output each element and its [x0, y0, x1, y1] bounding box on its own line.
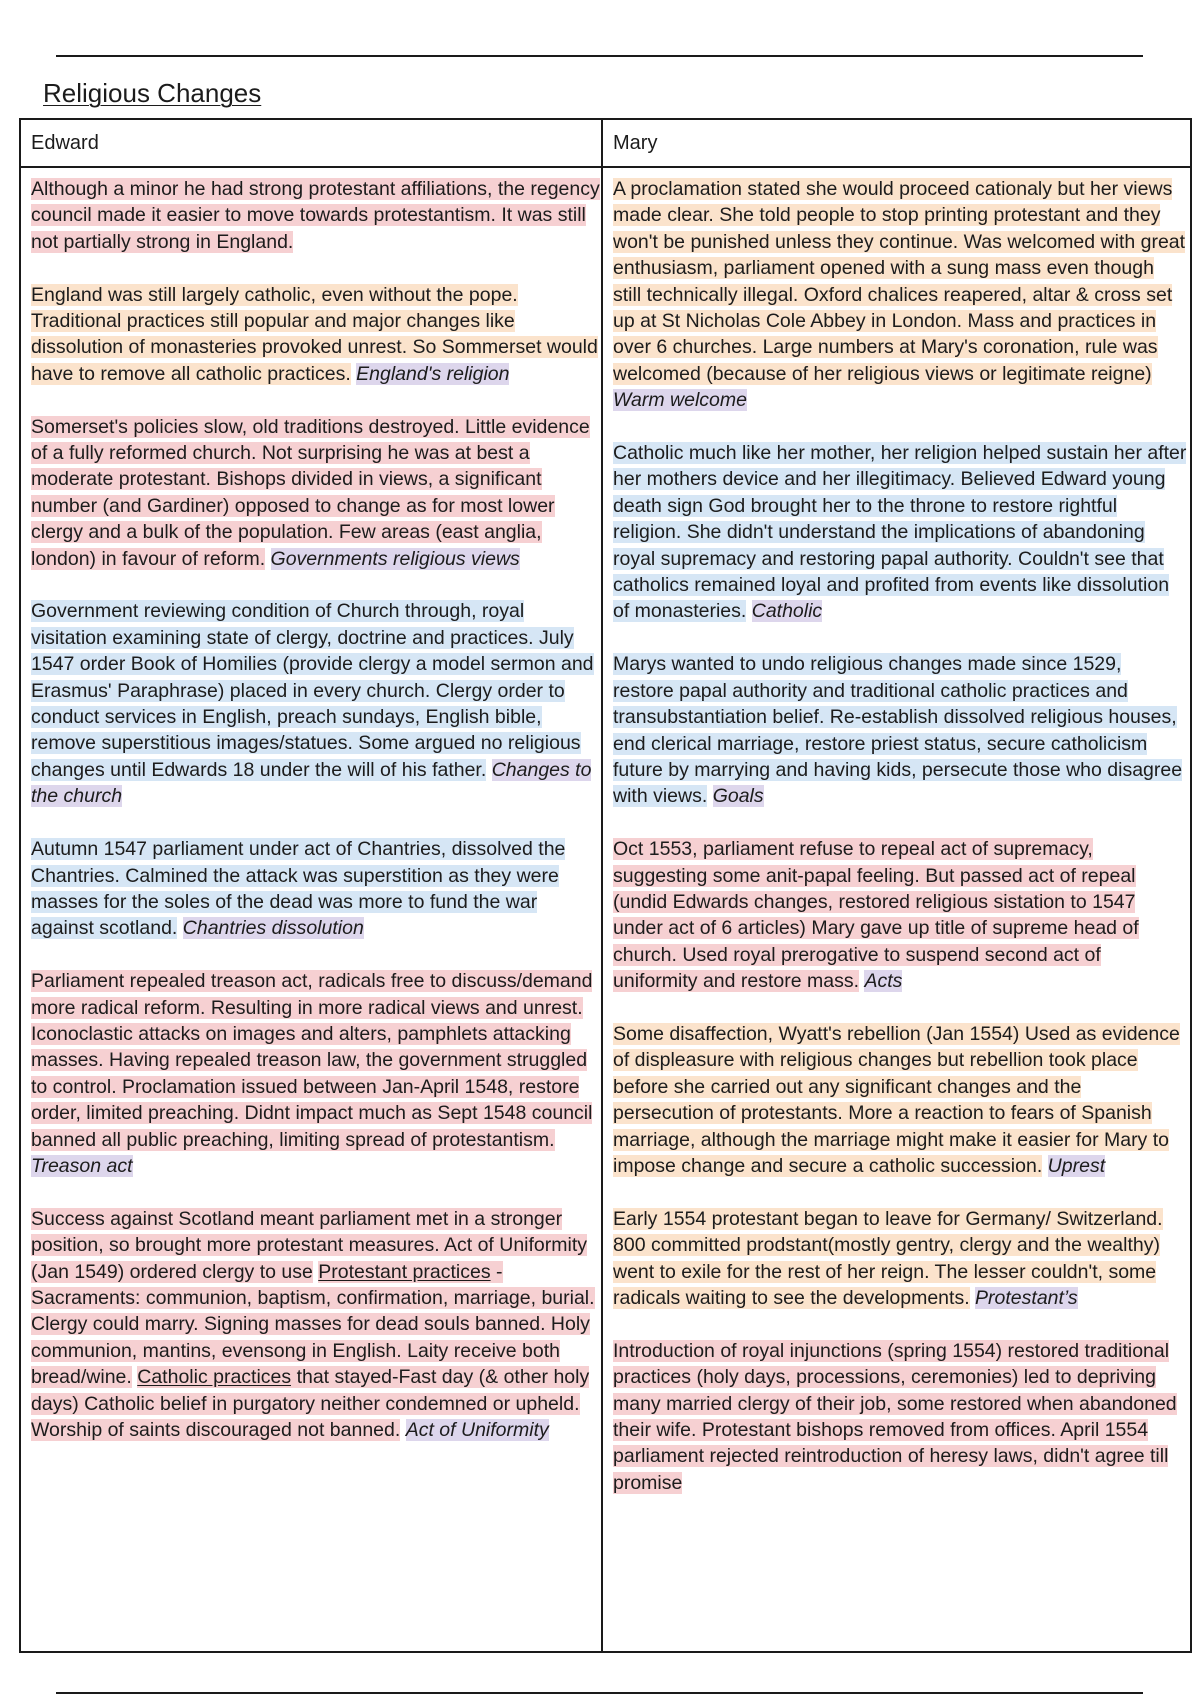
note-text: A proclamation stated she would proceed cationaly but her views made clear. She told people to stop printing protestant and they won't be punished unless they continue. Was welcomed with great enthusiasm, parliament opened with a sung mass even though still technically illegal. Oxford chalices reapered, altar & cross set up at St Nicholas Cole Abbey in London. Mass and practices in over 6 churches. Large numbers at Mary's coronation, rule was welcomed (because of her religious views or legitimate reigne) — [613, 178, 1186, 385]
note-text: - Sacraments: communion, baptism, confirmation, marriage, burial. Clergy could marry. Signing masses for dead souls banned. Holy communion, mantins, evensong in English. Laity receive both bread/wine. — [31, 1260, 595, 1389]
note-text: Early 1554 protestant began to leave for Germany/ Switzerland. 800 committed prodstant(mostly gentry, clergy and the wealthy) went to exile for the rest of her reign. The lesser couldn't, some radicals waiting to see the developments. — [613, 1207, 1163, 1309]
note-text: Although a minor he had strong protestant affiliations, the regency council made it easier to move towards protestantism. It was still not partially strong in England. — [31, 178, 600, 253]
mary-column — [613, 176, 1187, 1523]
topic-tag: Changes to the church — [31, 758, 592, 808]
note-text: Catholic much like her mother, her religion helped sustain her after her mothers device and her illegitimacy. Believed Edward young death sign God brought her to the throne to restore rightful religion. She didn't understand the implications of abandoning royal supremacy and restoring papal authority. Couldn't see that catholics remained loyal and profited from events like dissolution of monasteries. — [613, 442, 1187, 623]
mary-note — [613, 651, 1187, 809]
topic-tag: Warm welcome — [613, 389, 747, 412]
note-text: England was still largely catholic, even without the pope. Traditional practices still popular and major changes like dissolution of monasteries provoked unrest. So Sommerset would have to remove all catholic practices. — [31, 283, 598, 385]
note-text: Somerset's policies slow, old traditions destroyed. Little evidence of a fully reformed church. Not surprising he was at best a moderate protestant. Bishops divided in views, a significant number (and Gardiner) opposed to change as for most lower clergy and a bulk of the population. Few areas (east anglia, london) in favour of reform. — [31, 415, 590, 570]
column-divider — [601, 120, 603, 1651]
note-text: Some disaffection, Wyatt's rebellion (Jan 1554) Used as evidence of displeasure with religious changes but rebellion took place before she carried out any significant changes and the persecution of protestants. More a reaction to fears of Spanish marriage, although the marriage might make it easier for Mary to impose change and secure a catholic succession. — [613, 1022, 1180, 1177]
underlined-term: Catholic practices — [137, 1366, 292, 1389]
mary-note — [613, 440, 1187, 625]
mary-note — [613, 1206, 1187, 1312]
topic-tag: Governments religious views — [270, 547, 520, 570]
edward-note — [31, 968, 601, 1179]
topic-tag: Treason act — [31, 1154, 133, 1177]
topic-tag: Uprest — [1047, 1154, 1106, 1177]
header-divider — [21, 166, 1190, 168]
edward-note — [31, 598, 601, 809]
topic-tag: Acts — [864, 970, 903, 993]
mary-note — [613, 1021, 1187, 1179]
edward-note — [31, 282, 601, 388]
page-title: Religious Changes — [43, 78, 262, 108]
column-header-edward: Edward — [31, 132, 99, 154]
mary-note — [613, 176, 1187, 414]
note-text: Government reviewing condition of Church through, royal visitation examining state of clergy, doctrine and practices. July 1547 order Book of Homilies (provide clergy a model sermon and Erasmus' Paraphrase) placed in every church. Clergy order to conduct services in English, preach sundays, English bible, remove superstitious images/statues. Some argued no religious changes until Edwards 18 under the will of his father. — [31, 600, 594, 781]
underlined-term: Protestant practices — [318, 1260, 491, 1283]
top-rule — [56, 55, 1143, 57]
edward-column — [31, 176, 601, 1470]
note-text: that stayed-Fast day (& other holy days) Catholic belief in purgatory neither condemned or upheld. Worship of saints discouraged not banned. — [31, 1366, 590, 1441]
note-text: Autumn 1547 parliament under act of Chantries, dissolved the Chantries. Calmined the attack was superstition as they were masses for the soles of the dead was more to fund the war against scotland. — [31, 838, 566, 940]
topic-tag: Catholic — [751, 600, 823, 623]
edward-note — [31, 176, 601, 255]
edward-note — [31, 836, 601, 942]
topic-tag: England's religion — [356, 362, 510, 385]
mary-note — [613, 1338, 1187, 1496]
bottom-rule — [56, 1692, 1143, 1694]
note-text: Introduction of royal injunctions (spring 1554) restored traditional practices (holy days, processions, ceremonies) led to depriving many married clergy of their job, some restored when abandoned their wife. Protestant bishops removed from offices. April 1554 parliament rejected reintroduction of heresy laws, didn't agree till promise — [613, 1339, 1177, 1494]
note-text: Oct 1553, parliament refuse to repeal act of supremacy, suggesting some anit-papal feeling. But passed act of repeal (undid Edwards changes, restored religious sistation to 1547 under act of 6 articles) Mary gave up title of supreme head of church. Used royal prerogative to suspend second act of uniformity and restore mass. — [613, 838, 1139, 993]
note-text: Marys wanted to undo religious changes made since 1529, restore papal authority and traditional catholic practices and transubstantiation belief. Re-establish dissolved religious houses, end clerical marriage, restore priest status, secure catholicism future by marrying and having kids, persecute those who disagree with views. — [613, 653, 1183, 808]
topic-tag: Act of Uniformity — [405, 1419, 549, 1441]
comparison-table — [19, 118, 1192, 1653]
topic-tag: Protestant’s — [975, 1286, 1078, 1309]
topic-tag: Chantries dissolution — [182, 917, 364, 940]
column-header-mary: Mary — [613, 132, 658, 154]
edward-note — [31, 414, 601, 572]
mary-note — [613, 836, 1187, 994]
topic-tag: Goals — [712, 785, 764, 808]
note-text: Parliament repealed treason act, radicals free to discuss/demand more radical reform. Resulting in more radical views and unrest. Iconoclastic attacks on images and alters, pamphlets attacking masses. Having repealed treason law, the government struggled to control. Proclamation issued between Jan-April 1548, restore order, limited preaching. Didnt impact much as Sept 1548 council banned all public preaching, limiting spread of protestantism. — [31, 970, 593, 1151]
note-text: Success against Scotland meant parliament met in a stronger position, so brought more protestant measures. Act of Uniformity (Jan 1549) ordered clergy to use — [31, 1207, 588, 1283]
edward-note — [31, 1206, 601, 1444]
